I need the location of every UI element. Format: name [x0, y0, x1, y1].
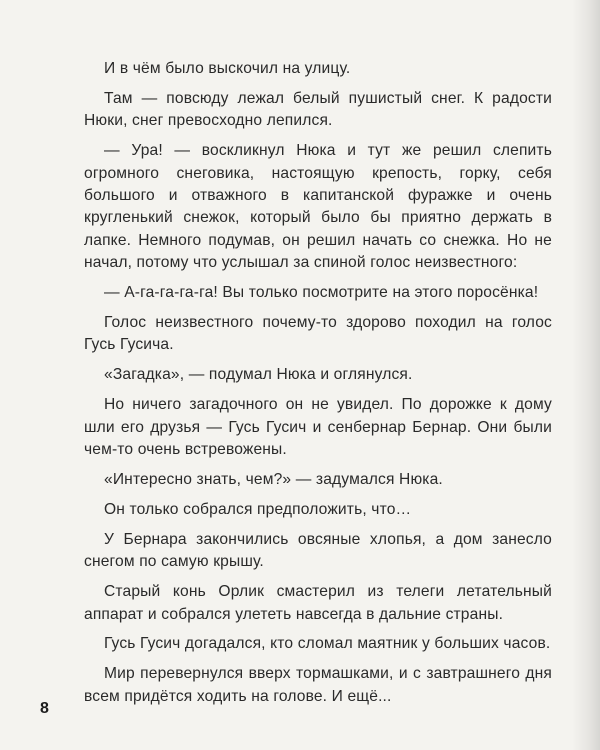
paragraph: Гусь Гусич догадался, кто сломал маятник у больших часов. — [104, 635, 551, 653]
page-number: 8 — [40, 700, 49, 717]
paragraph: Мир перевернулся вверх тормашками, и с завтрашнего дня всем придётся ходить на голове. И ещё... — [84, 665, 552, 705]
paragraph: — А-га-га-га-га! Вы только посмотрите на этого поросёнка! — [104, 284, 539, 302]
paragraph: Там — повсюду лежал белый пушистый снег. К радости Нюки, снег превосходно лепился. — [84, 89, 552, 130]
paragraph: Он только собрался предположить, что… — [104, 500, 412, 518]
paragraph: — Ура! — воскликнул Нюка и тут же решил слепить огромного снеговика, настоящую крепость, горку, себя большого и отважного в капитанской фуражке и очень кругленький снежок, который было бы приятно держать в лапке. Немного подумав, он решил начать со снежка. Но не начал, потому что услышал за спиной голос неизвестного: — [84, 142, 552, 272]
paragraph: «Интересно знать, чем?» — задумался Нюка. — [104, 471, 443, 488]
paragraph: Но ничего загадочного он не увидел. По дорожке к дому шли его друзья — Гусь Гусич и сенбернар Бернар. Они были чем-то очень встревожены. — [84, 396, 552, 459]
paragraph: И в чём было выскочил на улицу. — [104, 60, 351, 77]
page-edge-shadow — [572, 0, 600, 750]
paragraph: У Бернара закончились овсяные хлопья, а дом занесло снегом по самую крышу. — [84, 530, 552, 571]
paragraph: Голос неизвестного почему-то здорово походил на голос Гусь Гусича. — [84, 314, 552, 354]
story-text — [84, 58, 552, 708]
paragraph: Старый конь Орлик смастерил из телеги летательный аппарат и собрался улететь навсегда в дальние страны. — [84, 583, 552, 623]
paragraph: «Загадка», — подумал Нюка и оглянулся. — [104, 366, 413, 384]
